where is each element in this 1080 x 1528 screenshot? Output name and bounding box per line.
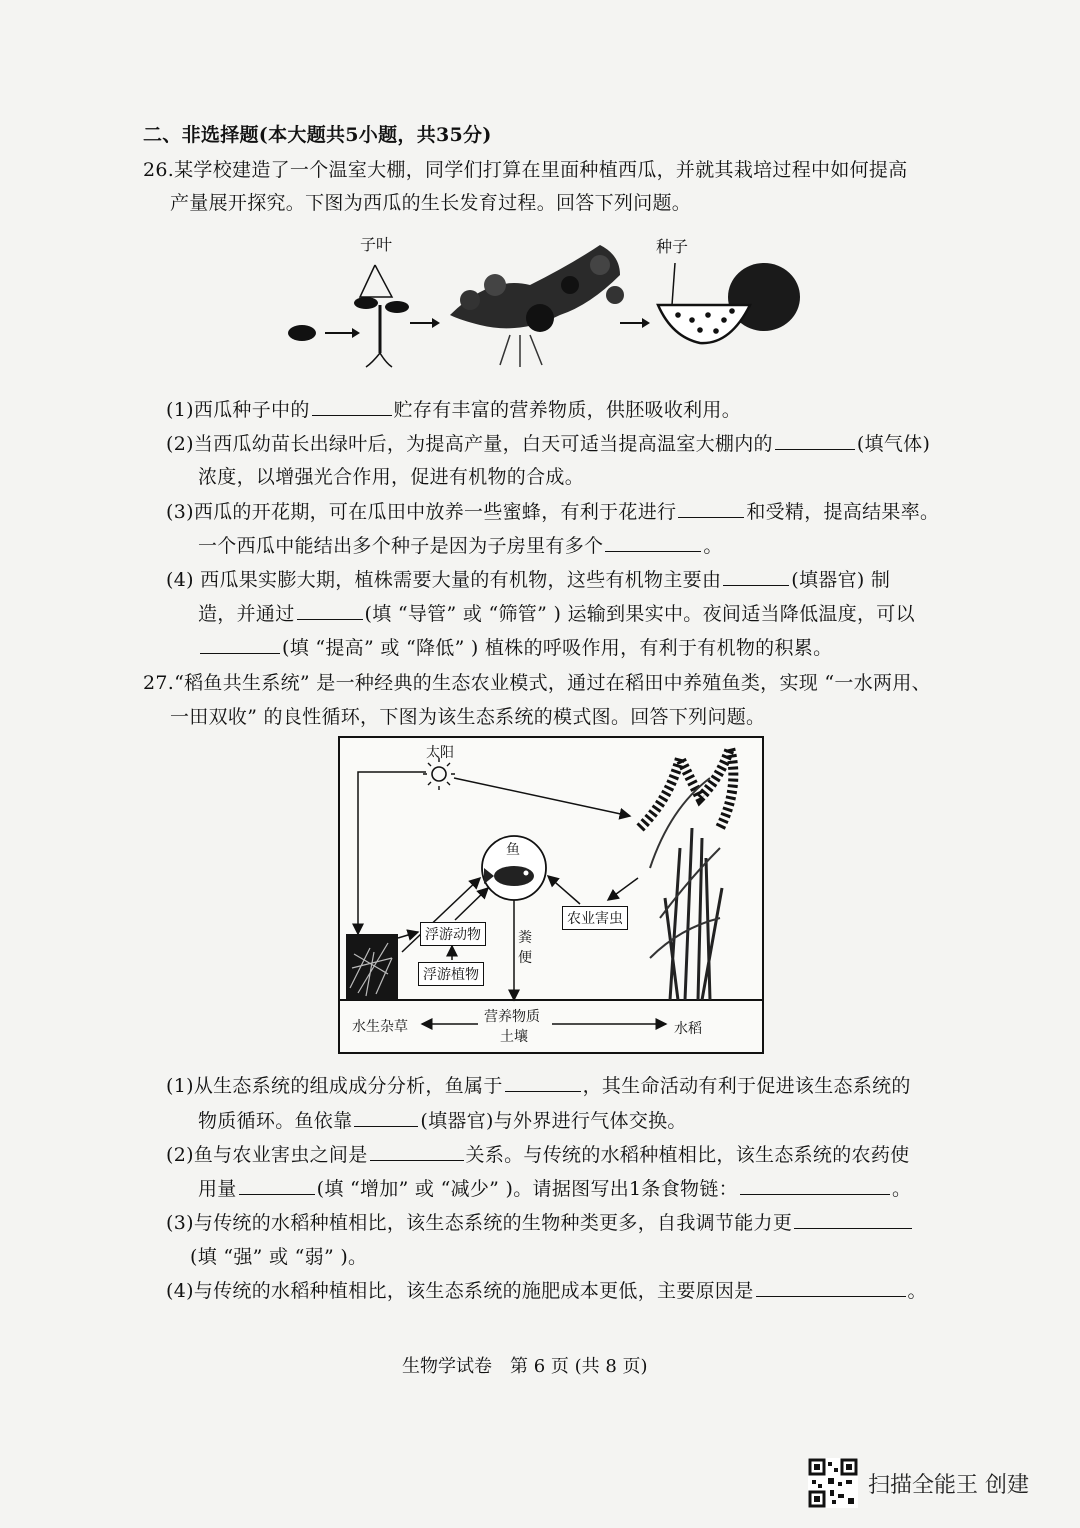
answer-blank[interactable] <box>505 1073 581 1092</box>
q26-part2: (2)当西瓜幼苗长出绿叶后，为提高产量，白天可适当提高温室大棚内的 (填气体) <box>166 433 931 455</box>
q27-stem-line1: 27.“稻鱼共生系统” 是一种经典的生态农业模式，通过在稻田中养殖鱼类，实现 “一水两用、 <box>143 672 931 694</box>
q26-part2-cont: 浓度，以增强光合作用，促进有机物的合成。 <box>198 466 585 488</box>
answer-blank[interactable] <box>723 567 789 586</box>
q27-part2-cont: 用量 (填 “增加” 或 “减少” )。请据图写出1条食物链： 。 <box>198 1178 912 1200</box>
q26-stem-line1: 26.某学校建造了一个温室大棚，同学们打算在里面种植西瓜，并就其栽培过程中如何提高 <box>143 159 908 181</box>
seed-shape <box>288 325 316 341</box>
q27-part3-cont: (填 “强” 或 “弱” )。 <box>190 1246 368 1268</box>
label-weeds: 水生杂草 <box>352 1019 408 1035</box>
page-footer: 生物学试卷 第 6 页 (共 8 页) <box>402 1356 648 1377</box>
fig-label-seed: 种子 <box>656 237 689 256</box>
q27-part1-cont: 物质循环。鱼依靠 (填器官)与外界进行气体交换。 <box>198 1110 687 1132</box>
label-soil: 土壤 <box>500 1029 528 1045</box>
q26-part1: (1)西瓜种子中的 贮存有丰富的营养物质，供胚吸收利用。 <box>166 399 742 421</box>
q27-part3: (3)与传统的水稻种植相比，该生态系统的生物种类更多，自我调节能力更 <box>166 1208 914 1235</box>
seedling-shape <box>354 297 409 367</box>
answer-blank[interactable] <box>370 1142 464 1161</box>
q27-part2: (2)鱼与农业害虫之间是 关系。与传统的水稻种植相比，该生态系统的农药使 <box>166 1144 910 1166</box>
vine-plant-shape <box>450 245 624 367</box>
weeds-image <box>346 934 398 1000</box>
qr-code-icon <box>808 1458 858 1508</box>
section-title: 二、非选择题(本大题共5小题，共35分) <box>143 124 492 146</box>
rice-plant-image <box>640 748 733 1000</box>
q27-part4: (4)与传统的水稻种植相比，该生态系统的施肥成本更低，主要原因是 。 <box>166 1280 927 1302</box>
scanner-watermark: 扫描全能王 创建 <box>868 1473 1029 1498</box>
rice-fish-diagram <box>338 736 764 1054</box>
sun-icon <box>423 758 455 790</box>
answer-blank[interactable] <box>200 635 280 654</box>
label-feces: 粪便 <box>518 930 532 966</box>
answer-blank[interactable] <box>756 1278 906 1297</box>
fig-label-cotyledon: 子叶 <box>360 235 393 254</box>
q26-part4-cont2: (填 “提高” 或 “降低” ) 植株的呼吸作用，有利于有机物的积累。 <box>198 633 832 660</box>
label-nutrients: 营养物质 <box>484 1009 540 1025</box>
q26-part3-cont: 一个西瓜中能结出多个种子是因为子房里有多个 。 <box>198 535 723 557</box>
label-pest: 农业害虫 <box>562 906 628 930</box>
q26-part3: (3)西瓜的开花期，可在瓜田中放养一些蜜蜂，有利于花进行 和受精，提高结果率。 <box>166 501 940 523</box>
q26-stem-line2: 产量展开探究。下图为西瓜的生长发育过程。回答下列问题。 <box>170 192 692 214</box>
answer-blank[interactable] <box>312 397 392 416</box>
answer-blank[interactable] <box>354 1108 418 1127</box>
answer-blank[interactable] <box>239 1176 315 1195</box>
answer-blank[interactable] <box>678 499 744 518</box>
answer-blank[interactable] <box>605 533 701 552</box>
label-zooplankton: 浮游动物 <box>420 922 486 946</box>
answer-blank[interactable] <box>794 1210 912 1229</box>
answer-blank[interactable] <box>775 431 855 450</box>
label-phytoplankton: 浮游植物 <box>418 962 484 986</box>
q26-part4-cont: 造，并通过 (填 “导管” 或 “筛管” ) 运输到果实中。夜间适当降低温度，可以 <box>198 603 915 625</box>
q26-part4: (4) 西瓜果实膨大期，植株需要大量的有机物，这些有机物主要由 (填器官) 制 <box>166 569 891 591</box>
q27-stem-line2: 一田双收” 的良性循环，下图为该生态系统的模式图。回答下列问题。 <box>170 706 766 728</box>
watermelon-shape <box>658 263 800 343</box>
answer-blank[interactable] <box>297 601 363 620</box>
label-rice: 水稻 <box>674 1021 702 1037</box>
q27-part1: (1)从生态系统的组成成分分析，鱼属于 ，其生命活动有利于促进该生态系统的 <box>166 1075 911 1097</box>
label-sun: 太阳 <box>426 745 454 761</box>
label-fish: 鱼 <box>506 842 520 858</box>
answer-blank[interactable] <box>740 1176 890 1195</box>
